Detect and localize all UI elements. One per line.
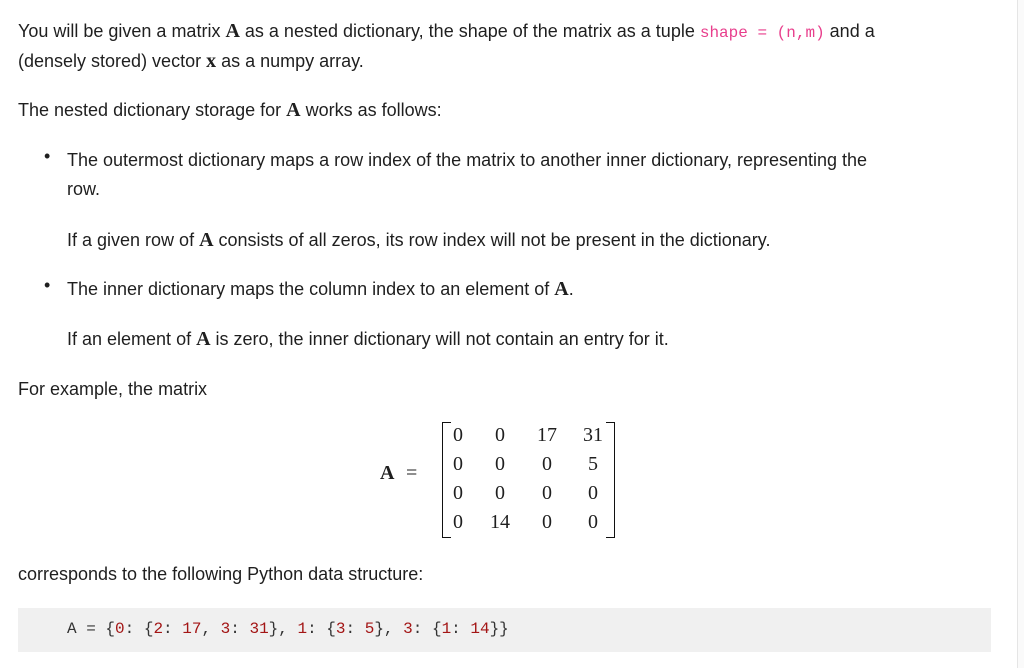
matrix-label: A xyxy=(380,462,395,484)
corresponds-text: corresponds to the following Python data structure: xyxy=(18,564,424,584)
intro-line-1: You will be given a matrix A as a nested dictionary, the shape of the matrix as a tuple shape = (n,m) and a xyxy=(18,20,875,42)
storage-heading: The nested dictionary storage for A works as follows: xyxy=(18,99,442,121)
shape-code: shape = (n,m) xyxy=(699,24,825,42)
example-label: For example, the matrix xyxy=(18,379,208,399)
code-text: A = {0: {2: 17, 3: 31}, 1: {3: 5}, 3: {1: 14}} xyxy=(67,620,509,638)
matrix-symbol: A xyxy=(225,20,240,42)
equals-sign: = xyxy=(406,462,418,484)
bullet-2-note: If an element of A is zero, the inner dictionary will not contain an entry for it. xyxy=(67,328,669,350)
scrollbar[interactable] xyxy=(1017,0,1024,668)
bullet-icon: • xyxy=(44,146,51,166)
bullet-2-text: The inner dictionary maps the column index to an element of A. xyxy=(67,278,574,300)
bullet-1-note: If a given row of A consists of all zeros, its row index will not be present in the dictionary. xyxy=(67,229,771,251)
bullet-1-text: The outermost dictionary maps a row index of the matrix to another inner dictionary, representing the row. xyxy=(67,150,868,199)
code-block xyxy=(18,608,991,652)
bullet-icon: • xyxy=(44,275,51,295)
vector-symbol: x xyxy=(206,50,217,72)
intro-line-2: (densely stored) vector x as a numpy array. xyxy=(18,50,364,72)
